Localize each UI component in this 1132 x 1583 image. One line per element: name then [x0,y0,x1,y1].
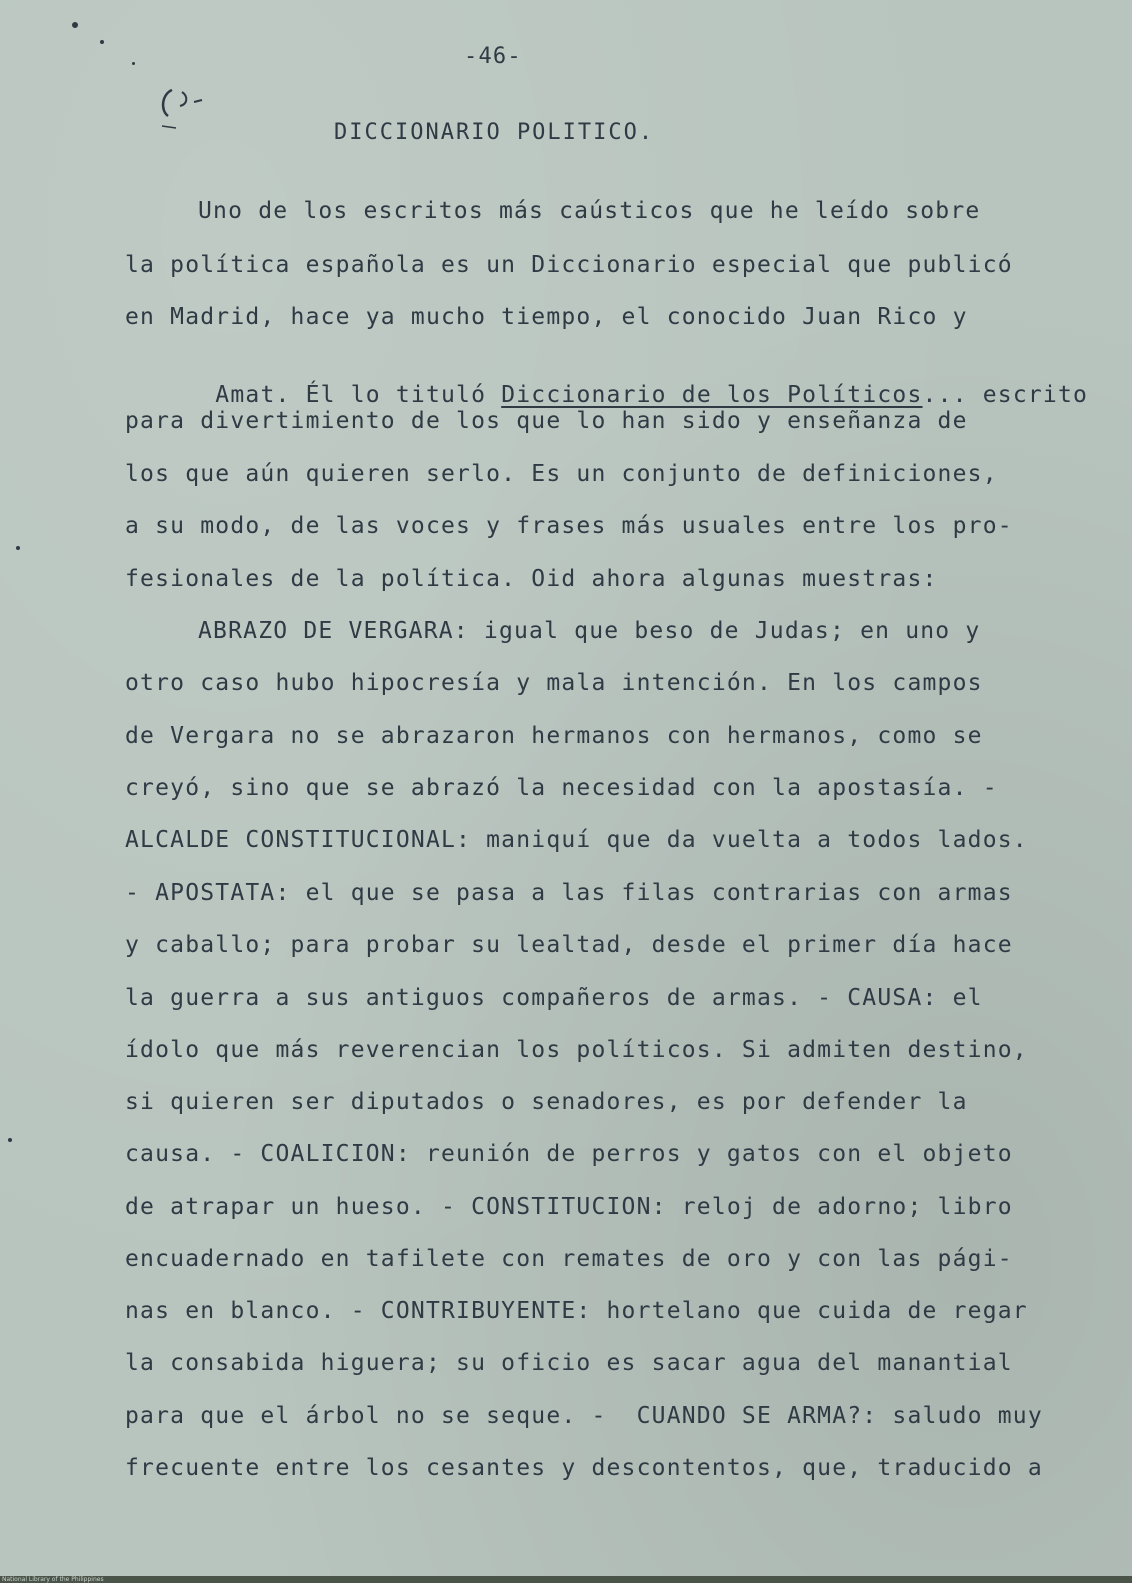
text-line: para que el árbol no se seque. - CUANDO SE ARMA?: saludo muy [125,1403,1043,1429]
text-line: de Vergara no se abrazaron hermanos con hermanos, como se [125,723,983,749]
handwritten-mark [158,82,218,132]
ink-speck [100,40,104,44]
text-line: de atrapar un hueso. - CONSTITUCION: reloj de adorno; libro [125,1194,1013,1220]
ink-speck [72,22,78,28]
text-line: frecuente entre los cesantes y descontentos, que, traducido a [125,1455,1043,1481]
text-line: ABRAZO DE VERGARA: igual que beso de Judas; en uno y [198,618,981,644]
text-line: a su modo, de las voces y frases más usuales entre los pro- [125,513,1013,539]
ink-speck [132,62,135,65]
text-line: ALCALDE CONSTITUCIONAL: maniquí que da vuelta a todos lados. [125,827,1028,853]
underlined-book-title: Diccionario de los Políticos [501,382,923,408]
page-title: DICCIONARIO POLITICO. [334,120,655,145]
text-line: causa. - COALICION: reunión de perros y gatos con el objeto [125,1141,1013,1167]
text-line: y caballo; para probar su lealtad, desde el primer día hace [125,932,1013,958]
text-line: en Madrid, hace ya mucho tiempo, el conocido Juan Rico y [125,304,968,330]
text-line: creyó, sino que se abrazó la necesidad con la apostasía. - [125,775,998,801]
ink-speck [8,1138,12,1142]
text-line: - APOSTATA: el que se pasa a las filas contrarias con armas [125,880,1013,906]
text-line: ídolo que más reverencian los políticos. Si admiten destino, [125,1037,1028,1063]
text-line: los que aún quieren serlo. Es un conjunto de definiciones, [125,461,998,487]
text-line: fesionales de la política. Oid ahora algunas muestras: [125,566,938,592]
text-line-start: Amat. Él lo tituló [215,382,502,408]
text-line: si quieren ser diputados o senadores, es por defender la [125,1089,968,1115]
page-number: -46- [464,44,522,69]
text-line: otro caso hubo hipocresía y mala intención. En los campos [125,670,983,696]
library-credit: National Library of the Philippines [2,1576,104,1583]
text-line-end: ... escrito [922,382,1089,408]
text-line: la política española es un Diccionario especial que publicó [125,252,1013,278]
text-line: Uno de los escritos más caústicos que he leído sobre [198,198,981,224]
text-line: la guerra a sus antiguos compañeros de armas. - CAUSA: el [125,985,983,1011]
text-line: la consabida higuera; su oficio es sacar agua del manantial [125,1350,1013,1376]
text-line: nas en blanco. - CONTRIBUYENTE: hortelano que cuida de regar [125,1298,1028,1324]
ink-speck [16,546,20,550]
text-line: para divertimiento de los que lo han sido y enseñanza de [125,408,968,434]
text-line: encuadernado en tafilete con remates de oro y con las pági- [125,1246,1013,1272]
